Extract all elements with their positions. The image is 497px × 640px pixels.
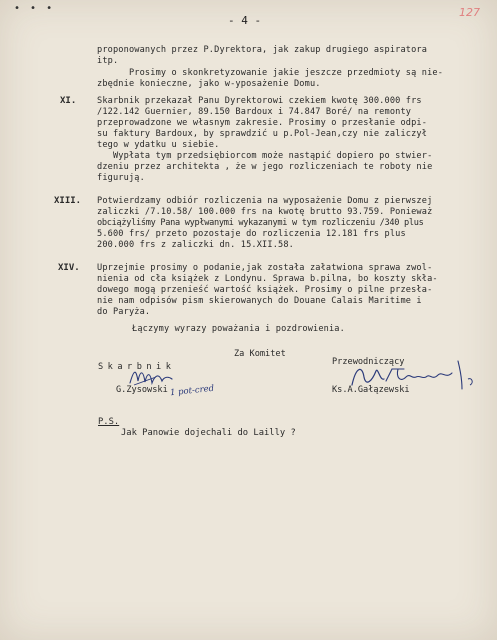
closing-greeting: Łączymy wyrazy poważania i pozdrowienia. [132,324,345,334]
section-line: przeprowadzone we własnym zakresie. Prosimy o przesłanie odpi- [97,118,428,128]
intro-line: zbędnie konieczne, jako w-yposażenie Domu. [97,79,321,89]
intro-line: proponowanych przez P.Dyrektora, jak zakup drugiego aspiratora [97,45,428,55]
section-line: nie nam odpisów pism skierowanych do Douane Calais Maritime i [97,296,422,306]
section-line: Skarbnik przekazał Panu Dyrektorowi czekiem kwotę 300.000 frs [97,96,422,106]
section-number: XIV. [58,263,80,273]
committee-label: Za Komitet [234,349,286,359]
chairman-title: Przewodniczący [332,357,405,367]
section-number: XIII. [54,196,82,206]
handwritten-note: 1 pot-cred [169,383,215,399]
section-line: /122.142 Guernier, 89.150 Bardoux i 74.847 Boré/ na remonty [97,107,412,117]
postscript-text: Jak Panowie dojechali do Lailly ? [121,428,296,438]
chairman-signature-icon [346,357,486,393]
section-line: Wypłata tym przedsiębiorcom może nastąpić dopiero po stwier- [97,151,433,161]
section-line: figurują. [97,173,145,183]
section-number: XI. [60,96,77,106]
section-line: dowego mogą przenieść wartość książek. Prosimy o pilne przesła- [97,285,433,295]
section-line: dzeniu przez architekta , że w jego rozliczeniach te roboty nie [97,162,433,172]
section-line: tego w ydatku u siebie. [97,140,220,150]
intro-line: itp. [97,56,119,66]
section-line: Potwierdzamy odbiór rozliczenia na wyposażenie Domu z pierwszej [97,196,433,206]
intro-line: Prosimy o skonkretyzowanie jakie jeszcze przedmioty są nie- [97,68,444,78]
page-number: - 4 - [228,14,262,27]
treasurer-title: Skarbnik [98,362,176,372]
section-line: obciążyliśmy Pana wypłwanymi wykazanymi w tym rozliczeniu /340 plus [97,218,424,228]
postscript-label: P.S. [98,417,120,427]
section-line: do Paryża. [97,307,151,317]
section-line: Uprzejmie prosimy o podanie,jak zostałа załatwiona sprawa zwol- [97,263,433,273]
chairman-name: Ks.A.Gałązewski [332,385,410,395]
section-line: zaliczki /7.10.58/ 100.000 frs na kwotę brutto 93.759. Ponieważ [97,207,433,217]
section-line: 5.600 frs/ przeto pozostaje do rozliczenia 12.181 frs plus [97,229,406,239]
section-line: 200.000 frs z zaliczki dn. 15.XII.58. [97,240,294,250]
section-line: su faktury Bardoux, by sprawdzić u p.Pol-Jean,czy nie zaliczył [97,129,428,139]
archive-number: 127 [459,6,480,19]
section-line: nienia od cła książek z Londynu. Sprawa b.pilna, bo koszty skła- [97,274,438,284]
treasurer-name: G.Zysowski [116,385,168,395]
corner-mark: • • • [14,3,55,14]
